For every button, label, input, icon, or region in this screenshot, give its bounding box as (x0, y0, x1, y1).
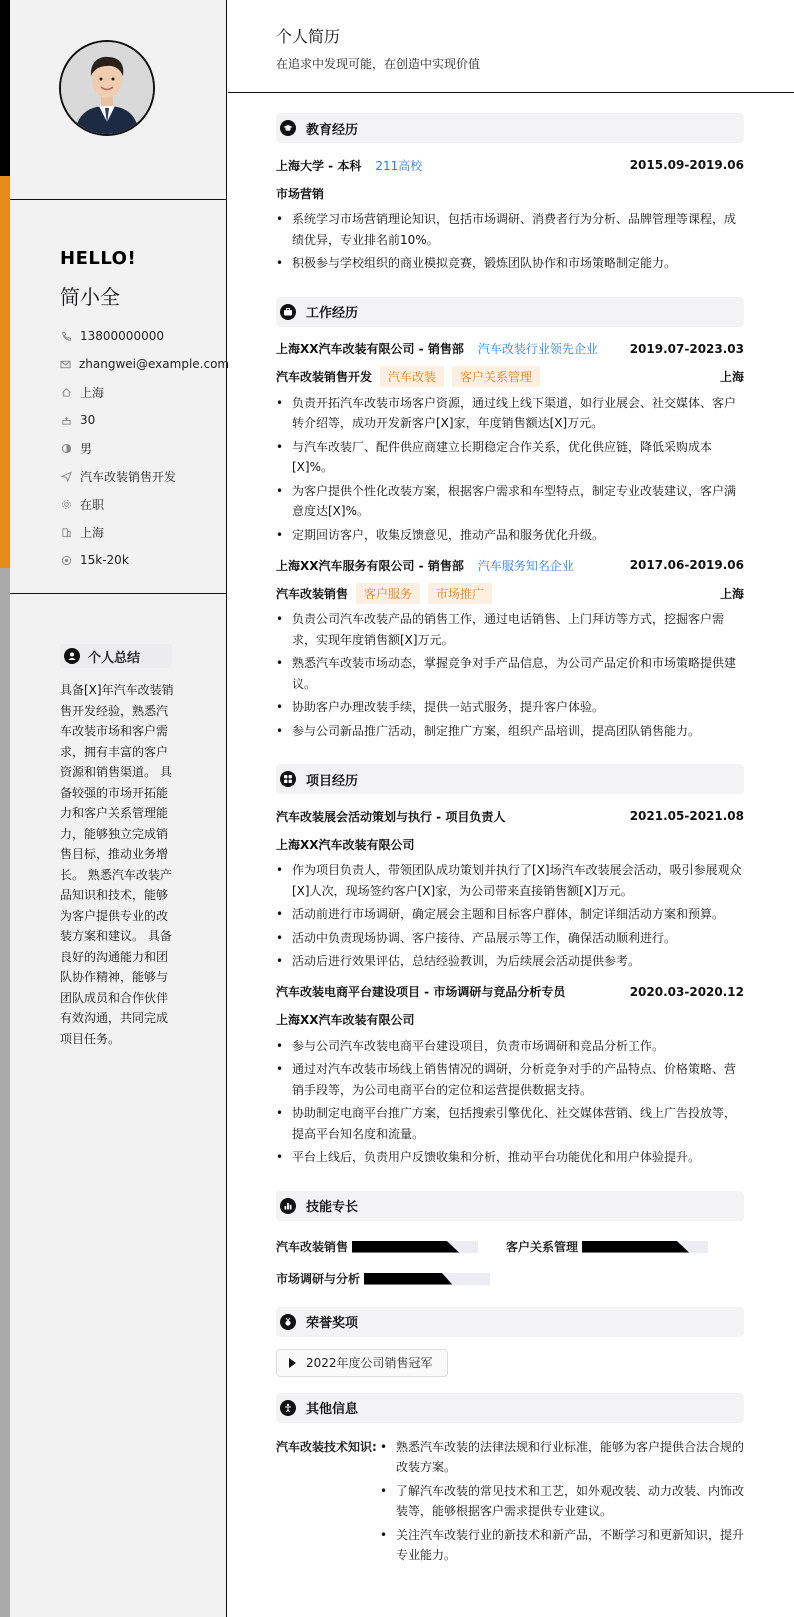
resume-title: 个人简历 (276, 27, 341, 46)
resume-header (228, 0, 794, 93)
location-text: 上海 (80, 385, 105, 400)
project-entry (276, 802, 744, 830)
info-location (60, 378, 226, 406)
project-name: 汽车改装展会活动策划与执行 - 项目负责人 (276, 809, 506, 824)
list-item: • 为客户提供个性化改装方案，根据客户需求和车型特点，制定专业改装建议，客户满意度达[X]%。 (276, 481, 744, 522)
education-entry (276, 151, 744, 179)
greeting: HELLO! (60, 248, 137, 269)
job-skill-tag: 市场推广 (428, 583, 492, 604)
list-item: • 负责公司汽车改装产品的销售工作，通过电话销售、上门拜访等方式，挖掘客户需求，实现年度销售额[X]万元。 (276, 609, 744, 650)
phone-text: 13800000000 (80, 329, 164, 343)
age-text: 30 (80, 413, 96, 427)
skills-title: 技能专长 (306, 1200, 359, 1215)
accent-strip-black (0, 0, 10, 176)
medal-icon (280, 1314, 296, 1330)
skill-bar-fill (352, 1241, 459, 1253)
project-period: 2020.03-2020.12 (629, 984, 744, 999)
project-name: 汽车改装电商平台建设项目 - 市场调研与竞品分析专员 (276, 985, 566, 999)
gender-text: 男 (80, 441, 93, 456)
job-period: 2017.06-2019.06 (629, 558, 744, 572)
sidebar (10, 0, 230, 1617)
job-skill-tag: 客户服务 (356, 583, 420, 604)
grid-icon (280, 771, 296, 787)
list-item: • 定期回访客户，收集反馈意见，推动产品和服务优化升级。 (276, 525, 744, 546)
graduation-cap-icon (280, 120, 296, 136)
list-item: • 活动前进行市场调研，确定展会主题和目标客户群体，制定详细活动方案和预算。 (276, 904, 744, 925)
info-status (60, 490, 226, 518)
skill-name: 客户关系管理 (506, 1240, 579, 1254)
cake-icon (60, 414, 72, 426)
list-item: • 关注汽车改装行业的新技术和新产品，不断学习和更新知识，提升专业能力。 (380, 1525, 744, 1566)
skill-item (506, 1238, 736, 1255)
education-title: 教育经历 (306, 122, 359, 138)
user-icon (64, 648, 80, 664)
list-item: • 积极参与学校组织的商业模拟竞赛，锻炼团队协作和市场策略制定能力。 (276, 253, 744, 274)
gear-icon (60, 498, 72, 510)
bar-chart-icon (280, 1198, 296, 1214)
work-title: 工作经历 (306, 306, 359, 321)
job-city: 上海 (719, 370, 744, 384)
info-target-city (60, 518, 226, 546)
job-company: 上海XX汽车服务有限公司 - 销售部 (276, 558, 464, 573)
main-content (228, 0, 794, 1569)
list-item: • 了解汽车改装的常见技术和工艺，如外观改装、动力改装、内饰改装等，能够根据客户需求提供专业建议。 (380, 1481, 744, 1522)
skill-bar-fill (582, 1241, 689, 1253)
list-item: • 通过对汽车改装市场线上销售情况的调研，分析竞争对手的产品特点、价格策略、营销手段等，为公司电商平台的定位和运营提供数据支持。 (276, 1059, 744, 1100)
list-item: • 参与公司新品推广活动，制定推广方案，组织产品培训，提高团队销售能力。 (276, 721, 744, 742)
phone-icon (60, 330, 72, 342)
skill-item (276, 1238, 506, 1255)
job-entry (276, 335, 744, 363)
list-item: • 平台上线后，负责用户反馈收集和分析，推动平台功能优化和用户体验提升。 (276, 1147, 744, 1168)
summary-title: 个人总结 (88, 650, 141, 666)
honors-heading (276, 1307, 744, 1337)
job-role: 汽车改装销售开发 (276, 370, 373, 384)
accessibility-icon (280, 1400, 296, 1416)
skills-heading (276, 1191, 744, 1221)
mail-icon (60, 358, 71, 370)
school-name: 上海大学 - 本科 (276, 158, 362, 173)
resume-subtitle: 在追求中发现可能，在创造中实现价值 (276, 57, 481, 71)
job-company-tag: 汽车改装行业领先企业 (477, 342, 598, 356)
info-age (60, 406, 226, 434)
job-entry (276, 551, 744, 579)
skill-bar (352, 1241, 478, 1253)
project-bullets (276, 860, 744, 972)
building-icon (60, 526, 72, 538)
coin-icon (60, 554, 72, 566)
basic-info (10, 200, 230, 594)
job-role: 汽车改装销售 (276, 586, 349, 601)
award-text: 2022年度公司销售冠军 (306, 1356, 433, 1370)
projects-title: 项目经历 (306, 773, 359, 789)
job-skill-tag: 汽车改装 (380, 366, 444, 387)
project-entry (276, 978, 744, 1006)
project-period: 2021.05-2021.08 (629, 809, 744, 823)
status-text: 在职 (80, 497, 105, 512)
project-org: 上海XX汽车改装有限公司 (276, 837, 415, 852)
info-salary (60, 546, 226, 574)
projects-heading (276, 764, 744, 794)
skill-row (276, 1231, 744, 1263)
job-role-line (276, 579, 744, 607)
list-item: • 作为项目负责人，带领团队成功策划并执行了[X]场汽车改装展会活动，吸引参展观众[X]人次，现场签约客户[X]家，为公司带来直接销售额[X]万元。 (276, 860, 744, 901)
education-period: 2015.09-2019.06 (629, 158, 744, 172)
accent-strip-orange (0, 176, 10, 568)
list-item: • 与汽车改装厂、配件供应商建立长期稳定合作关系，优化供应链，降低采购成本[X]%。 (276, 437, 744, 478)
avatar (59, 40, 155, 136)
list-item: • 熟悉汽车改装市场动态，掌握竞争对手产品信息，为公司产品定价和市场策略提供建议。 (276, 653, 744, 694)
job-bullets (276, 609, 744, 741)
summary-section (10, 594, 226, 1049)
other-bullets (380, 1437, 744, 1569)
resume-body (228, 93, 794, 1569)
photo-zone (10, 0, 226, 200)
target-job-text: 汽车改装销售开发 (80, 469, 177, 484)
summary-text: 具备[X]年汽车改装销售开发经验，熟悉汽车改装市场和客户需求，拥有丰富的客户资源和销售渠道。 具备较强的市场开拓能力和客户关系管理能力，能够独立完成销售目标，推动业务增长。 熟悉汽车改装产品知识和技术，能够为客户提供专业的改装方案和建议。 具备良好的沟通能力和团队协作精神，能够与团队成员和合作伙伴有效沟通，共同完成项目任务。 (60, 683, 174, 1046)
summary-heading (60, 644, 172, 668)
email-text: zhangwei@example.com (79, 357, 230, 371)
send-icon (60, 470, 72, 482)
school-tag: 211高校 (375, 158, 423, 173)
skill-name: 市场调研与分析 (276, 1272, 361, 1286)
info-phone (60, 322, 226, 350)
project-bullets (276, 1036, 744, 1168)
info-gender (60, 434, 226, 462)
skill-item (276, 1270, 506, 1287)
project-org-line (276, 1006, 744, 1034)
briefcase-icon (280, 304, 296, 320)
job-company-tag: 汽车服务知名企业 (477, 558, 574, 573)
job-company: 上海XX汽车改装有限公司 - 销售部 (276, 342, 464, 356)
skills-list (276, 1221, 744, 1295)
target-city-text: 上海 (80, 525, 105, 540)
other-info (276, 1437, 744, 1569)
salary-text: 15k-20k (80, 553, 129, 567)
info-target-job (60, 462, 226, 490)
job-period: 2019.07-2023.03 (629, 341, 744, 356)
list-item: • 活动后进行效果评估，总结经验教训，为后续展会活动提供参考。 (276, 951, 744, 972)
person-name: 简小全 (60, 285, 120, 309)
skill-bar-fill (364, 1273, 452, 1285)
major-line (276, 179, 744, 207)
play-icon (289, 1358, 296, 1368)
info-email (60, 350, 230, 378)
accent-strip-gray (0, 568, 10, 1617)
honors-title: 荣誉奖项 (306, 1316, 359, 1331)
job-city: 上海 (719, 586, 744, 601)
skill-name: 汽车改装销售 (276, 1240, 349, 1254)
home-icon (60, 386, 72, 398)
list-item: • 活动中负责现场协调、客户接待、产品展示等工作，确保活动顺利进行。 (276, 928, 744, 949)
award-item (276, 1349, 448, 1377)
work-heading (276, 297, 744, 327)
skill-bar (364, 1273, 490, 1285)
education-heading (276, 113, 744, 143)
list-item: • 参与公司汽车改装电商平台建设项目，负责市场调研和竞品分析工作。 (276, 1036, 744, 1057)
list-item: • 协助制定电商平台推广方案，包括搜索引擎优化、社交媒体营销、线上广告投放等，提高平台知名度和流量。 (276, 1103, 744, 1144)
list-item: • 系统学习市场营销理论知识，包括市场调研、消费者行为分析、品牌管理等课程，成绩优异，专业排名前10%。 (276, 209, 744, 250)
project-org: 上海XX汽车改装有限公司 (276, 1013, 415, 1027)
other-heading (276, 1393, 744, 1423)
other-label: 汽车改装技术知识: (276, 1439, 377, 1454)
list-item: • 协助客户办理改装手续，提供一站式服务，提升客户体验。 (276, 697, 744, 718)
list-item: • 熟悉汽车改装的法律法规和行业标准，能够为客户提供合法合规的改装方案。 (380, 1437, 744, 1478)
job-bullets (276, 393, 744, 546)
skill-bar (582, 1241, 708, 1253)
other-title: 其他信息 (306, 1402, 359, 1417)
list-item: • 负责开拓汽车改装市场客户资源，通过线上线下渠道，如行业展会、社交媒体、客户转介绍等，成功开发新客户[X]家，年度销售额达[X]万元。 (276, 393, 744, 434)
job-skill-tag: 客户关系管理 (452, 366, 540, 387)
major-name: 市场营销 (276, 186, 325, 201)
education-bullets (276, 209, 744, 274)
gender-icon (60, 442, 72, 454)
job-role-line (276, 363, 744, 391)
skill-row (276, 1263, 744, 1295)
project-org-line (276, 830, 744, 858)
